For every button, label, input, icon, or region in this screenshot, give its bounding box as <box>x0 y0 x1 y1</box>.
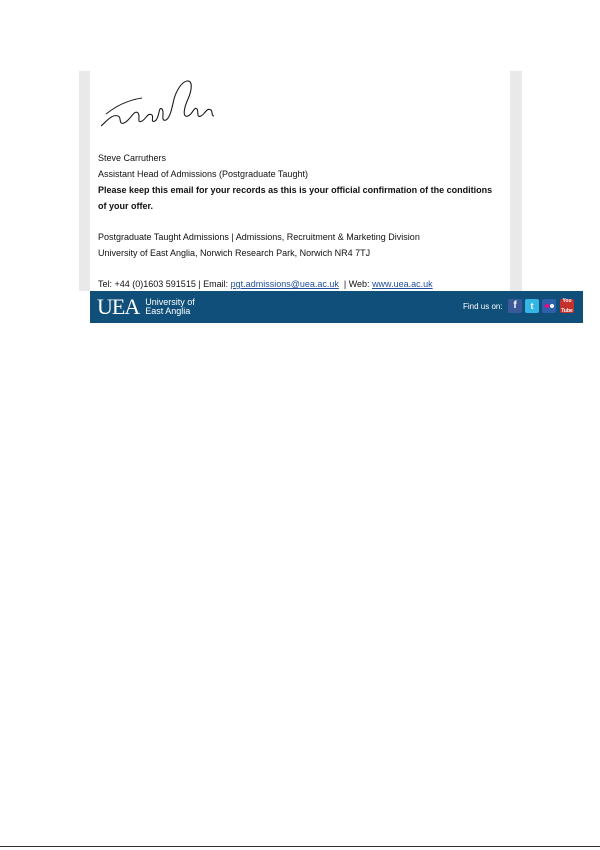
flickr-icon[interactable] <box>542 299 556 313</box>
address-line: University of East Anglia, Norwich Research Park, Norwich NR4 7TJ <box>98 248 371 258</box>
signer-name: Steve Carruthers <box>98 153 167 163</box>
contact-line <box>98 278 433 290</box>
confirmation-notice-line1: Please keep this email for your records as this is your official confirmation of the conditions <box>98 185 493 195</box>
twitter-icon[interactable]: t <box>525 299 539 313</box>
uea-logo[interactable] <box>97 295 195 319</box>
facebook-icon[interactable]: f <box>508 299 522 313</box>
web-link[interactable]: www.uea.ac.uk <box>372 279 433 289</box>
handwritten-signature <box>98 76 216 132</box>
logo-text <box>145 298 195 317</box>
youtube-icon[interactable]: You Tube <box>561 298 573 314</box>
email-link[interactable]: pgt.admissions@uea.ac.uk <box>230 279 339 289</box>
tel-text: Tel: +44 (0)1603 591515 | Email: <box>98 279 231 289</box>
signer-title: Assistant Head of Admissions (Postgraduate Taught) <box>98 169 308 179</box>
find-us-label: Find us on: <box>463 302 503 311</box>
confirmation-notice-line2: of your offer. <box>98 201 154 211</box>
web-label: | Web: <box>338 279 373 289</box>
page-bottom-rule <box>0 846 600 847</box>
logo-line1: University of <box>145 296 195 307</box>
department-line: Postgraduate Taught Admissions | Admissions, Recruitment & Marketing Division <box>98 232 420 242</box>
logo-line2: East Anglia <box>145 306 191 316</box>
logo-mark: UEA <box>97 294 140 319</box>
